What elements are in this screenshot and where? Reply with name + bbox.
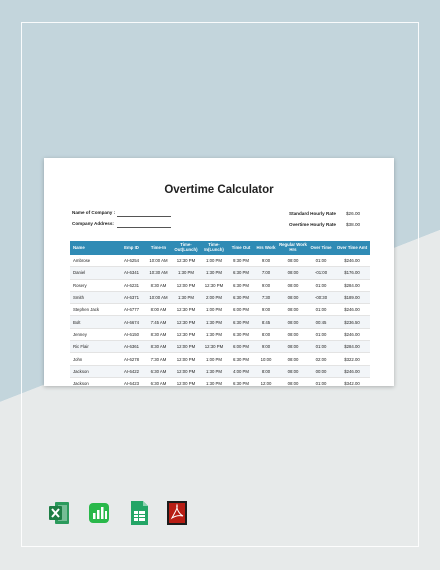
table-cell: AI-6150 bbox=[118, 328, 145, 340]
company-address-field[interactable] bbox=[117, 227, 171, 228]
column-header: Regular Work Hrs bbox=[278, 241, 308, 255]
table-cell: 08:00 bbox=[278, 353, 308, 365]
document-title: Overtime Calculator bbox=[164, 184, 274, 196]
table-cell: 8:30 AM bbox=[145, 328, 172, 340]
table-cell: AI-6371 bbox=[118, 291, 145, 303]
table-cell: 6:30 PM bbox=[228, 267, 254, 279]
table-cell: 8:30 AM bbox=[145, 341, 172, 353]
table-cell: John bbox=[70, 353, 118, 365]
format-icons bbox=[48, 500, 188, 526]
column-header: Name bbox=[70, 241, 118, 255]
table-cell: 10:00 bbox=[254, 353, 278, 365]
table-cell: AI-6361 bbox=[118, 341, 145, 353]
table-cell: 08:00 bbox=[278, 304, 308, 316]
table-cell: $189.00 bbox=[334, 291, 370, 303]
table-cell: 7:45 AM bbox=[145, 316, 172, 328]
table-cell: 08:00 bbox=[278, 365, 308, 377]
table-cell: -01:00 bbox=[308, 267, 334, 279]
excel-icon[interactable] bbox=[48, 500, 70, 526]
table-cell: AI-6777 bbox=[118, 304, 145, 316]
table-cell: 12:00 bbox=[254, 377, 278, 389]
table-cell: AI-6254 bbox=[118, 255, 145, 267]
table-row bbox=[70, 304, 370, 316]
table-cell: 08:00 bbox=[278, 291, 308, 303]
table-cell: AI-6422 bbox=[118, 365, 145, 377]
table-cell: 8:00 bbox=[254, 328, 278, 340]
table-cell: 08:00 bbox=[278, 255, 308, 267]
overtime-rate-value: $38.00 bbox=[346, 222, 361, 227]
table-cell: Rosery bbox=[70, 279, 118, 291]
table-cell: 6:00 PM bbox=[228, 304, 254, 316]
table-cell: Smith bbox=[70, 291, 118, 303]
table-cell: 10:30 AM bbox=[145, 267, 172, 279]
table-cell: 9:00 bbox=[254, 279, 278, 291]
company-address-label: Company Address: bbox=[72, 221, 114, 226]
table-cell: 1:30 PM bbox=[200, 377, 228, 389]
table-cell: 10:00 AM bbox=[145, 291, 172, 303]
table-cell: 9:30 PM bbox=[228, 255, 254, 267]
table-cell: Daniel bbox=[70, 267, 118, 279]
table-cell: Jackson bbox=[70, 365, 118, 377]
table-cell: $246.00 bbox=[334, 304, 370, 316]
table-cell: 1:30 PM bbox=[200, 316, 228, 328]
table-cell: 12:30 PM bbox=[172, 304, 200, 316]
google-sheets-icon[interactable] bbox=[128, 500, 150, 526]
table-cell: 6:30 PM bbox=[228, 353, 254, 365]
table-cell: 12:00 PM bbox=[172, 365, 200, 377]
table-cell: 10:00 AM bbox=[145, 255, 172, 267]
standard-rate-label: Standard Hourly Rate bbox=[289, 211, 336, 216]
company-name-field[interactable] bbox=[117, 216, 171, 217]
table-cell: 7:30 bbox=[254, 291, 278, 303]
table-cell: 12:00 PM bbox=[172, 341, 200, 353]
company-name-label: Name of Company : bbox=[72, 210, 116, 215]
column-header: Time-Out(Lunch) bbox=[172, 241, 200, 255]
table-cell: 1:30 PM bbox=[172, 291, 200, 303]
document-page bbox=[44, 158, 394, 386]
table-cell: 01:00 bbox=[308, 279, 334, 291]
table-cell: 8:30 AM bbox=[145, 279, 172, 291]
table-cell: 8:45 bbox=[254, 316, 278, 328]
table-row bbox=[70, 341, 370, 353]
table-cell: 6:30 PM bbox=[228, 328, 254, 340]
numbers-icon[interactable] bbox=[88, 500, 110, 526]
column-header: Over Time bbox=[308, 241, 334, 255]
table-row bbox=[70, 328, 370, 340]
table-cell: 6:30 PM bbox=[228, 316, 254, 328]
table-cell: Stephen Jack bbox=[70, 304, 118, 316]
overtime-table bbox=[70, 241, 370, 390]
table-cell: AI-6423 bbox=[118, 377, 145, 389]
table-cell: $236.50 bbox=[334, 316, 370, 328]
table-cell: 12:30 PM bbox=[172, 255, 200, 267]
table-cell: 00:45 bbox=[308, 316, 334, 328]
column-header: Time Out bbox=[228, 241, 254, 255]
table-cell: Bolt bbox=[70, 316, 118, 328]
table-cell: 9:00 bbox=[254, 304, 278, 316]
table-row bbox=[70, 316, 370, 328]
table-row bbox=[70, 279, 370, 291]
table-cell: $246.00 bbox=[334, 328, 370, 340]
table-cell: 08:00 bbox=[278, 316, 308, 328]
table-cell: 1:00 PM bbox=[200, 353, 228, 365]
table-cell: 08:00 bbox=[278, 279, 308, 291]
table-cell: 02:00 bbox=[308, 353, 334, 365]
table-cell: 1:30 PM bbox=[200, 365, 228, 377]
table-cell: 7:00 bbox=[254, 267, 278, 279]
table-row bbox=[70, 353, 370, 365]
table-cell: 08:00 bbox=[278, 341, 308, 353]
table-cell: $176.00 bbox=[334, 267, 370, 279]
table-cell: -00:30 bbox=[308, 291, 334, 303]
table-cell: Ric Flair bbox=[70, 341, 118, 353]
table-cell: AI-6278 bbox=[118, 353, 145, 365]
table-cell: 6:30 AM bbox=[145, 377, 172, 389]
table-row bbox=[70, 255, 370, 267]
table-cell: Ambrose bbox=[70, 255, 118, 267]
table-cell: 6:30 PM bbox=[228, 377, 254, 389]
table-cell: 6:00 PM bbox=[228, 341, 254, 353]
table-cell: AI-6341 bbox=[118, 267, 145, 279]
table-cell: 12:00 PM bbox=[172, 279, 200, 291]
table-cell: $342.00 bbox=[334, 377, 370, 389]
table-header-row bbox=[70, 241, 370, 255]
table-cell: 1:30 PM bbox=[200, 267, 228, 279]
table-row bbox=[70, 365, 370, 377]
column-header: Emp ID bbox=[118, 241, 145, 255]
table-cell: 12:00 PM bbox=[172, 377, 200, 389]
table-cell: AI-6231 bbox=[118, 279, 145, 291]
table-cell: 6:30 AM bbox=[145, 365, 172, 377]
table-cell: 12:30 PM bbox=[172, 316, 200, 328]
column-header: Over Time Amt bbox=[334, 241, 370, 255]
table-cell: 8:00 AM bbox=[145, 304, 172, 316]
table-cell: 08:00 bbox=[278, 267, 308, 279]
table-cell: 12:00 PM bbox=[172, 353, 200, 365]
table-cell: 8:00 bbox=[254, 365, 278, 377]
column-header: Time-In(Lunch) bbox=[200, 241, 228, 255]
table-cell: Jenney bbox=[70, 328, 118, 340]
table-cell: 6:30 PM bbox=[228, 279, 254, 291]
table-cell: 1:00 PM bbox=[200, 255, 228, 267]
table-cell: 1:30 PM bbox=[200, 328, 228, 340]
table-row bbox=[70, 377, 370, 389]
column-header: Hrs Work bbox=[254, 241, 278, 255]
table-cell: 01:00 bbox=[308, 255, 334, 267]
table-cell: 9:00 bbox=[254, 341, 278, 353]
table-cell: 6:30 PM bbox=[228, 291, 254, 303]
table-cell: $322.00 bbox=[334, 353, 370, 365]
table-cell: AI-6674 bbox=[118, 316, 145, 328]
table-cell: 08:00 bbox=[278, 377, 308, 389]
pdf-icon[interactable] bbox=[166, 500, 188, 526]
table-cell: $246.00 bbox=[334, 365, 370, 377]
table-cell: 9:00 bbox=[254, 255, 278, 267]
table-cell: 00:00 bbox=[308, 365, 334, 377]
standard-rate-value: $26.00 bbox=[346, 211, 361, 216]
column-header: Time-In bbox=[145, 241, 172, 255]
table-cell: 01:00 bbox=[308, 377, 334, 389]
table-cell: 4:00 PM bbox=[228, 365, 254, 377]
table-cell: 01:00 bbox=[308, 341, 334, 353]
table-cell: 7:30 AM bbox=[145, 353, 172, 365]
table-cell: 01:00 bbox=[308, 304, 334, 316]
overtime-rate-label: Overtime Hourly Rate bbox=[289, 222, 336, 227]
table-cell: $284.00 bbox=[334, 341, 370, 353]
table-cell: 01:00 bbox=[308, 328, 334, 340]
table-row bbox=[70, 291, 370, 303]
table-cell: 08:00 bbox=[278, 328, 308, 340]
table-cell: 12:30 PM bbox=[200, 341, 228, 353]
table-cell: $284.00 bbox=[334, 279, 370, 291]
table-cell: 1:30 PM bbox=[172, 267, 200, 279]
table-row bbox=[70, 267, 370, 279]
table-cell: 2:00 PM bbox=[200, 291, 228, 303]
table-cell: Jackson bbox=[70, 377, 118, 389]
table-cell: 12:30 PM bbox=[172, 328, 200, 340]
table-cell: $246.00 bbox=[334, 255, 370, 267]
table-cell: 1:00 PM bbox=[200, 304, 228, 316]
table-cell: 12:30 PM bbox=[200, 279, 228, 291]
